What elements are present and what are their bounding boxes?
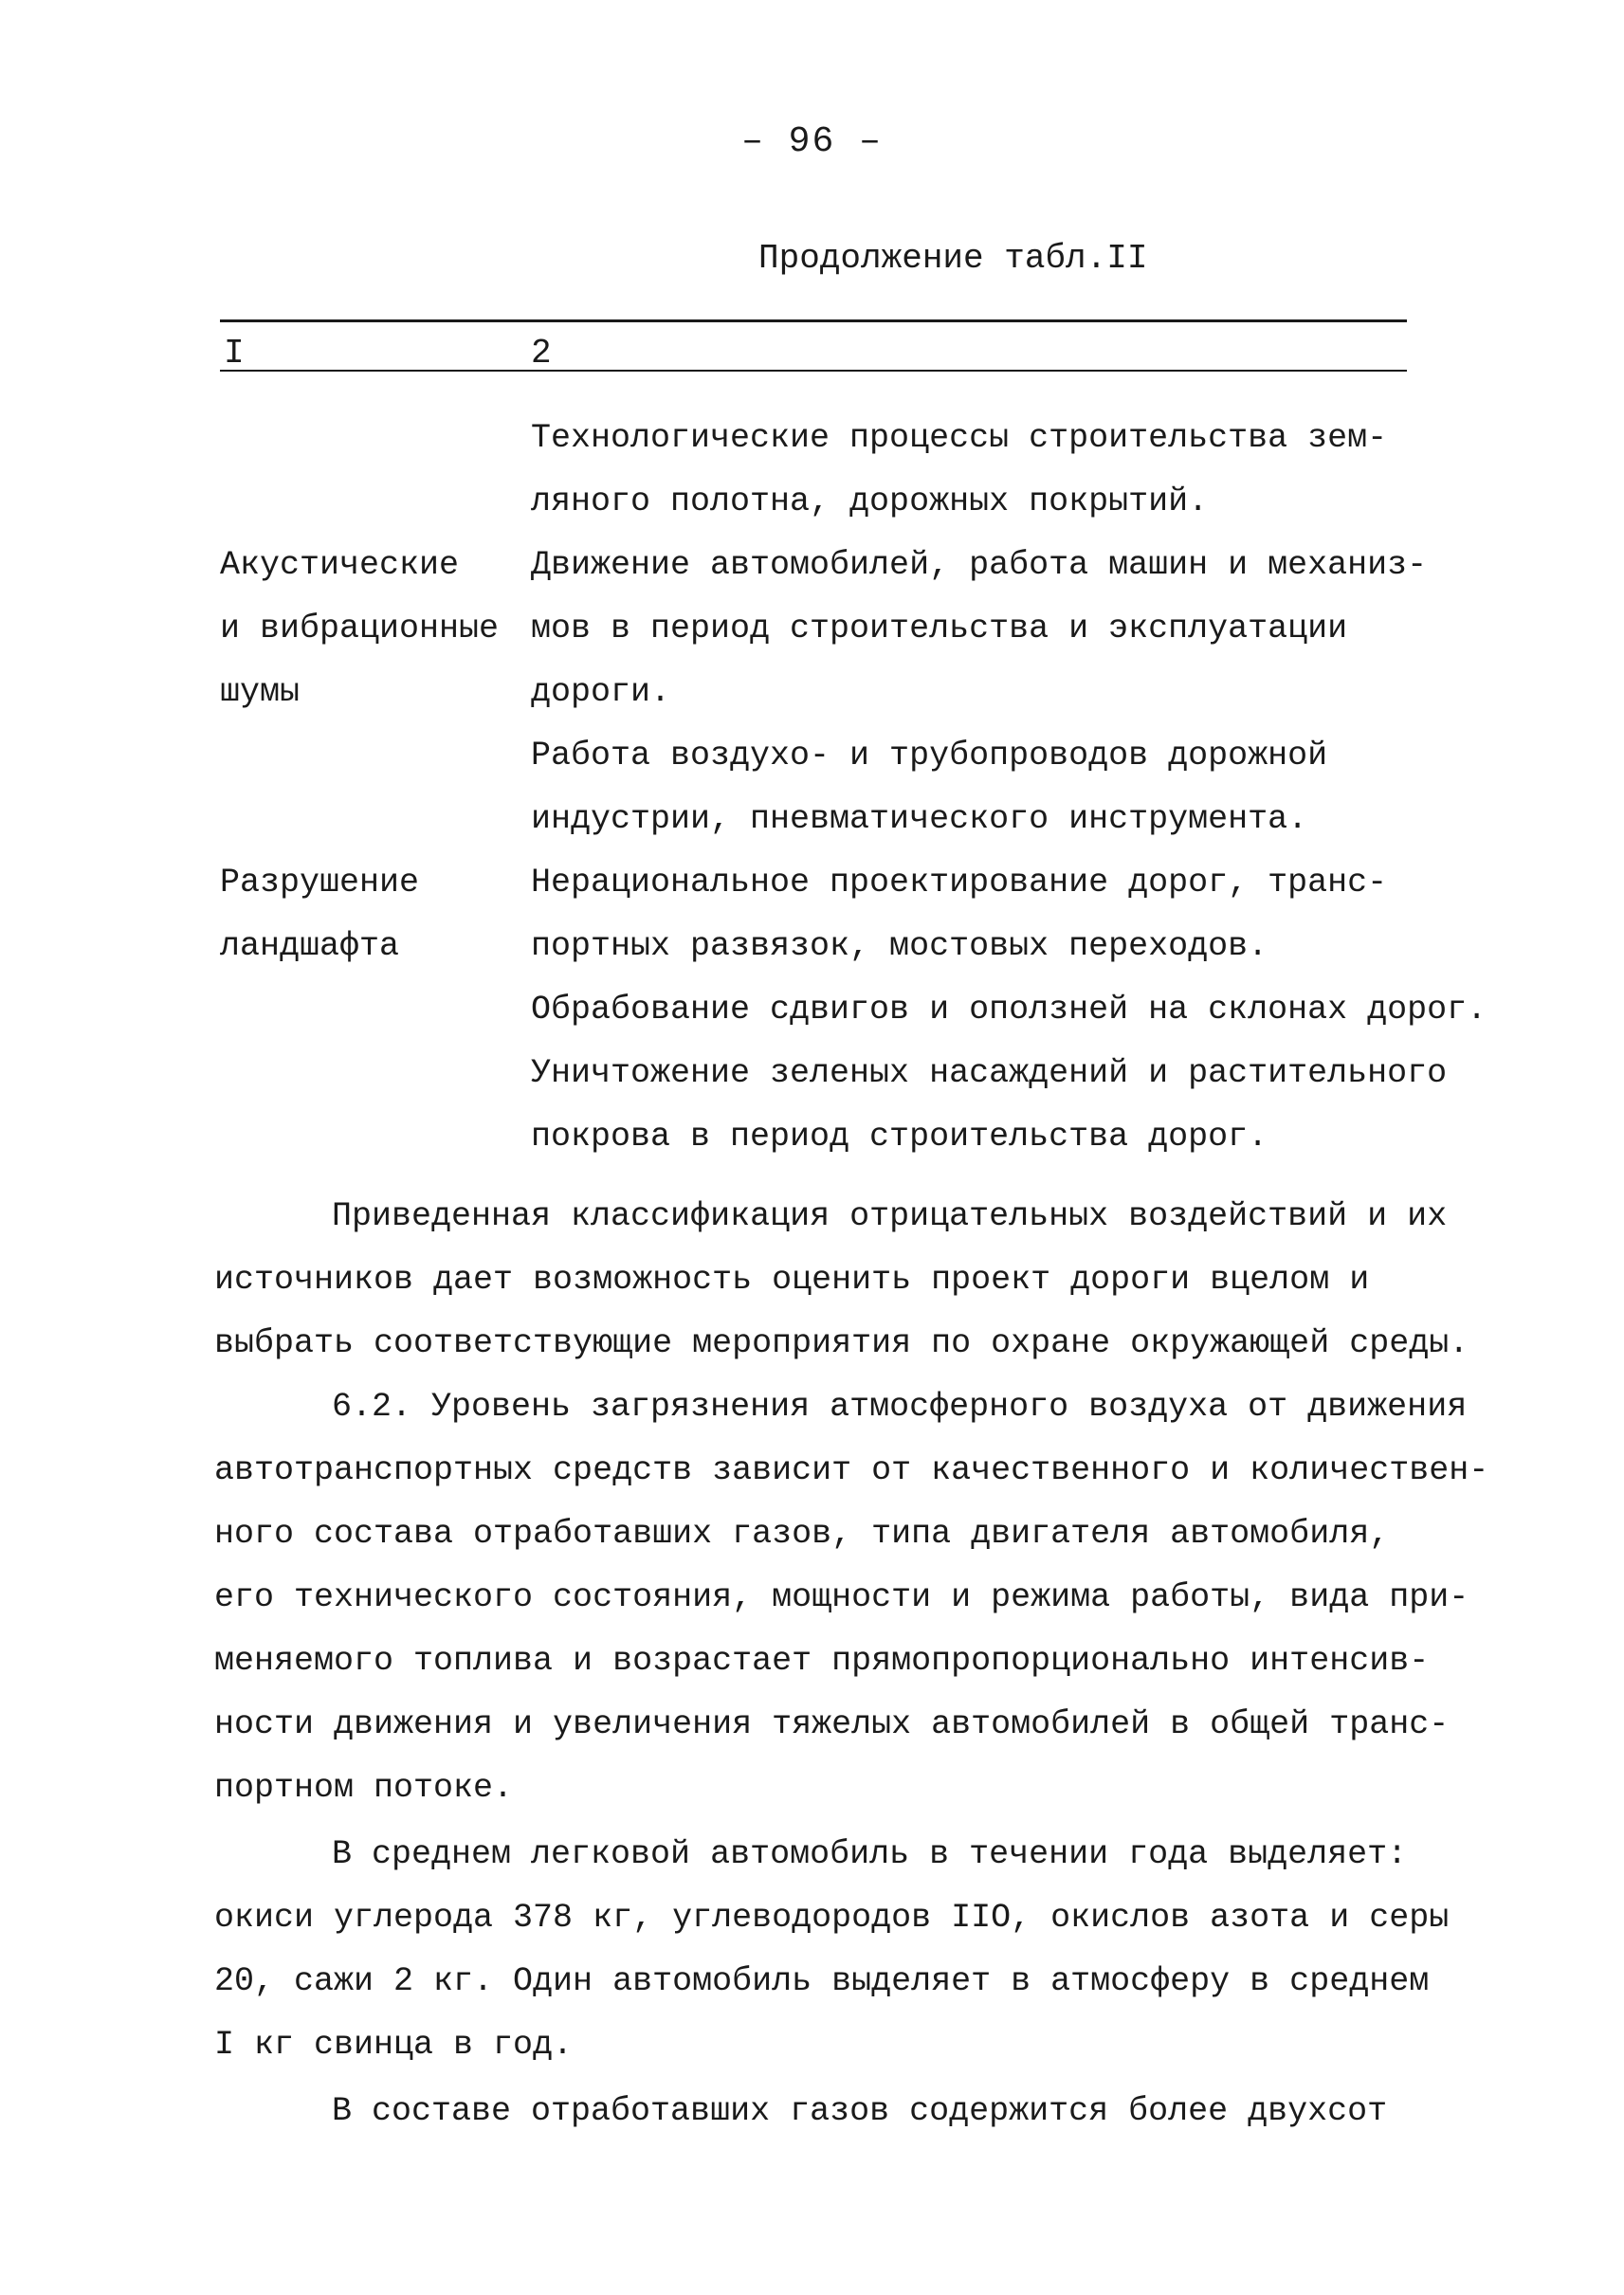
table-row-2-col2-line-3: дороги. [531,673,671,711]
table-continuation-caption: Продолжение табл.II [758,239,1148,278]
table-row-1-col2-line-2: ляного полотна, дорожных покрытий. [531,483,1209,520]
table-row-3-col2-line-2: портных развязок, мостовых переходов. [531,927,1268,965]
table-row-3-col1-line-2: ландшафта [220,927,400,965]
table-row-3-col2-line-1: Нерациональное проектирование дорог, транс- [531,864,1388,902]
column-1-number: I [224,334,245,373]
table-row-2-col1-line-3: шумы [220,673,301,711]
column-2-number: 2 [531,334,552,373]
paragraph-1-line-3: выбрать соответствующие мероприятия по охране окружающей среды. [214,1324,1469,1362]
table-row-2-col2-line-2: мов в период строительства и эксплуатации [531,610,1348,647]
table-row-2-col2-line-5: индустрии, пневматического инструмента. [531,800,1308,838]
table-top-rule [220,319,1407,322]
paragraph-3-line-2: окиси углерода 378 кг, углеводородов IIO, окислов азота и серы [214,1899,1450,1937]
table-row-1-col2-line-1: Технологические процессы строительства зем- [531,419,1388,457]
page-number: – 96 – [741,121,883,162]
table-row-2-col1-line-1: Акустические [220,546,460,584]
paragraph-1-line-1: Приведенная классификация отрицательных воздействий и их [332,1197,1448,1235]
paragraph-3-line-3: 20, сажи 2 кг. Один автомобиль выделяет в атмосферу в среднем [214,1962,1430,2000]
paragraph-4-line-1: В составе отработавших газов содержится более двухсот [332,2092,1388,2130]
table-row-2-col1-line-2: и вибрационные [220,610,500,647]
paragraph-3-line-4: I кг свинца в год. [214,2026,574,2064]
paragraph-2-line-2: автотранспортных средств зависит от качественного и количествен- [214,1451,1489,1489]
table-row-3-col2-line-3: Обрабование сдвигов и оползней на склонах дорог. [531,991,1487,1029]
table-row-2-col2-line-1: Движение автомобилей, работа машин и механиз- [531,546,1428,584]
paragraph-2-line-7: портном потоке. [214,1769,514,1807]
table-row-3-col1-line-1: Разрушение [220,864,420,902]
table-header-rule [220,370,1407,372]
table-row-2-col2-line-4: Работа воздухо- и трубопроводов дорожной [531,737,1328,774]
paragraph-2-line-3: ного состава отработавших газов, типа двигателя автомобиля, [214,1515,1390,1553]
paragraph-1-line-2: источников дает возможность оценить проект дороги вцелом и [214,1261,1370,1299]
paragraph-2-line-5: меняемого топлива и возрастает прямопропорционально интенсив- [214,1642,1430,1680]
paragraph-2-line-6: ности движения и увеличения тяжелых автомобилей в общей транс- [214,1705,1450,1743]
paragraph-2-line-4: его технического состояния, мощности и режима работы, вида при- [214,1578,1469,1616]
paragraph-2-line-1: 6.2. Уровень загрязнения атмосферного воздуха от движения [332,1388,1468,1426]
table-row-3-col2-line-5: покрова в период строительства дорог. [531,1118,1268,1156]
paragraph-3-line-1: В среднем легковой автомобиль в течении года выделяет: [332,1835,1408,1873]
table-row-3-col2-line-4: Уничтожение зеленых насаждений и растительного [531,1054,1448,1092]
